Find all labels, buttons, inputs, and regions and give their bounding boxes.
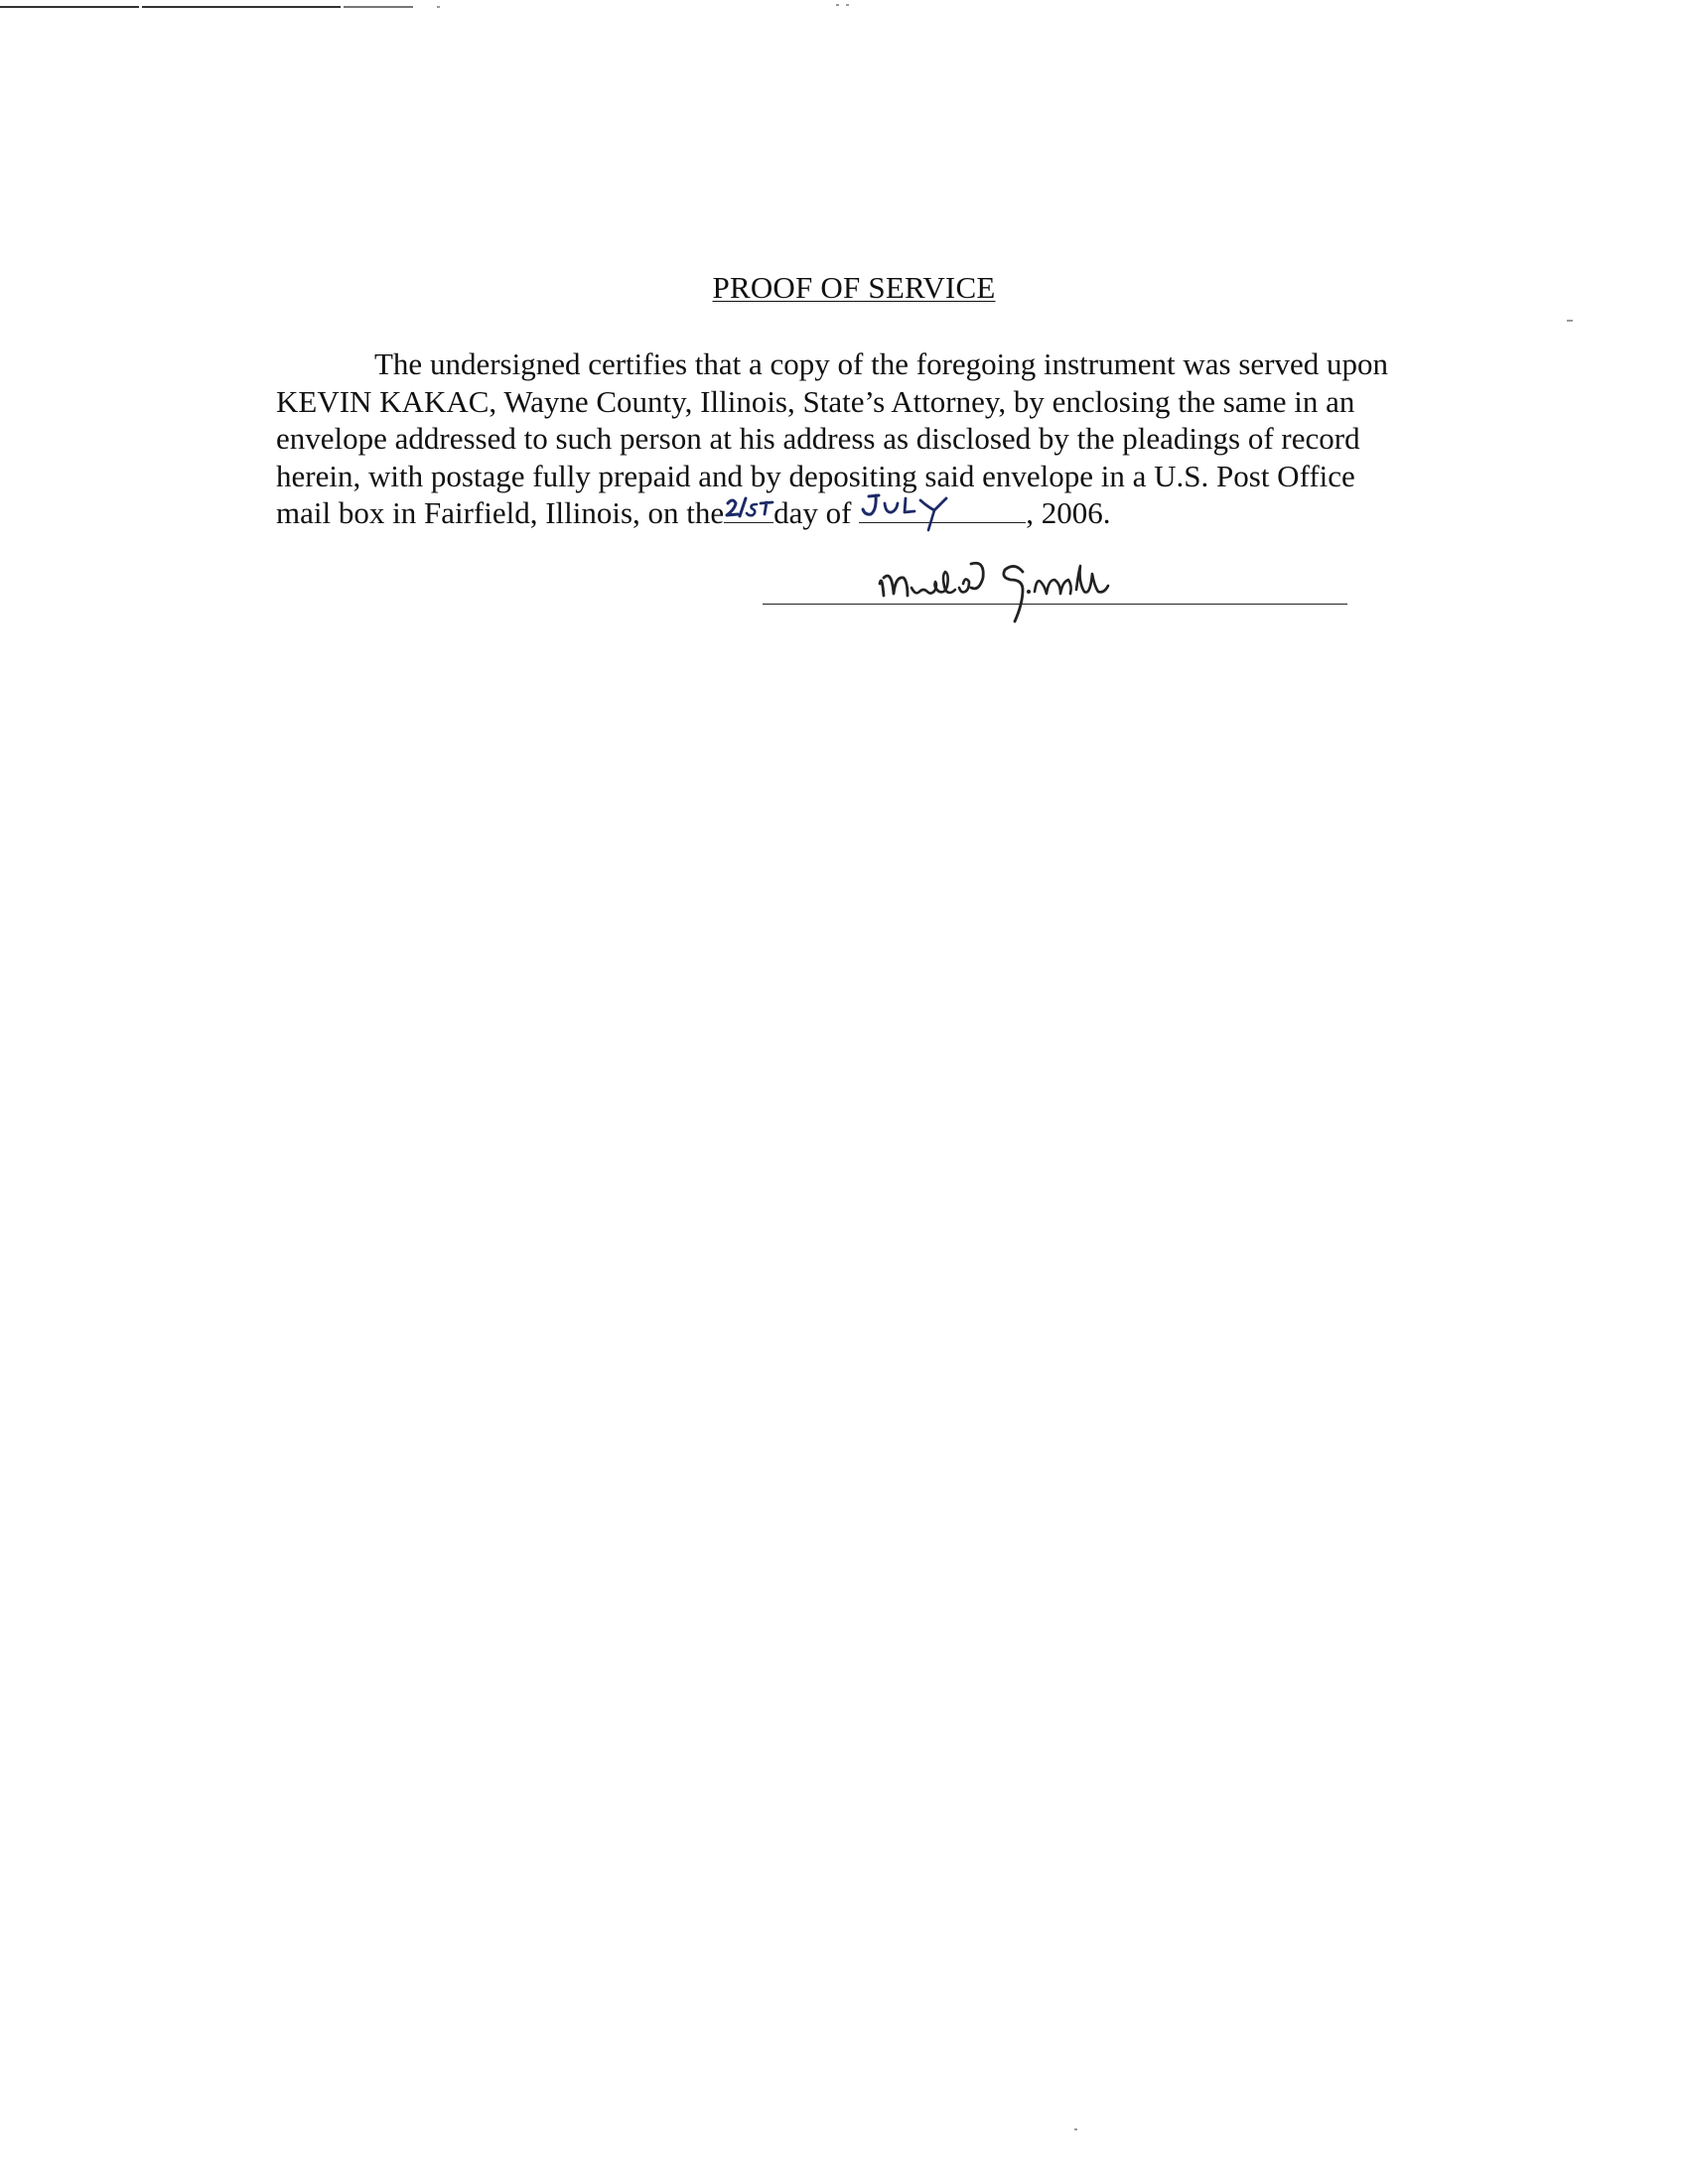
paragraph-line: envelope addressed to such person at his address as disclosed by the pleadings of record	[276, 421, 1360, 456]
document-title: PROOF OF SERVICE	[712, 270, 996, 305]
paragraph-line: KEVIN KAKAC, Wayne County, Illinois, State’s Attorney, by enclosing the same in an	[276, 383, 1355, 419]
paragraph-line: The undersigned certifies that a copy of the foregoing instrument was served upon	[374, 346, 1388, 381]
scan-artifact-dot	[1567, 320, 1573, 322]
handwritten-month	[859, 490, 998, 548]
certification-paragraph	[276, 345, 1448, 532]
date-line-suffix: , 2006.	[1026, 495, 1111, 530]
date-line-prefix: mail box in Fairfield, Illinois, on the	[276, 495, 725, 530]
handwritten-signature	[874, 552, 1271, 631]
scan-artifact-dot	[1074, 2128, 1077, 2130]
date-line	[276, 494, 1448, 532]
scan-artifact-dot	[846, 4, 849, 6]
scan-artifact-dot	[437, 6, 440, 8]
paragraph-line: herein, with postage fully prepaid and by depositing said envelope in a U.S. Post Office	[276, 458, 1355, 493]
date-line-middle: day of	[773, 495, 852, 530]
scan-artifact-line	[0, 6, 139, 8]
day-blank	[724, 496, 773, 523]
scan-artifact-dot	[836, 4, 839, 6]
scan-artifact-line	[344, 6, 413, 8]
handwritten-day	[724, 494, 779, 524]
month-blank	[859, 496, 1026, 523]
scan-artifact-line	[142, 6, 341, 8]
